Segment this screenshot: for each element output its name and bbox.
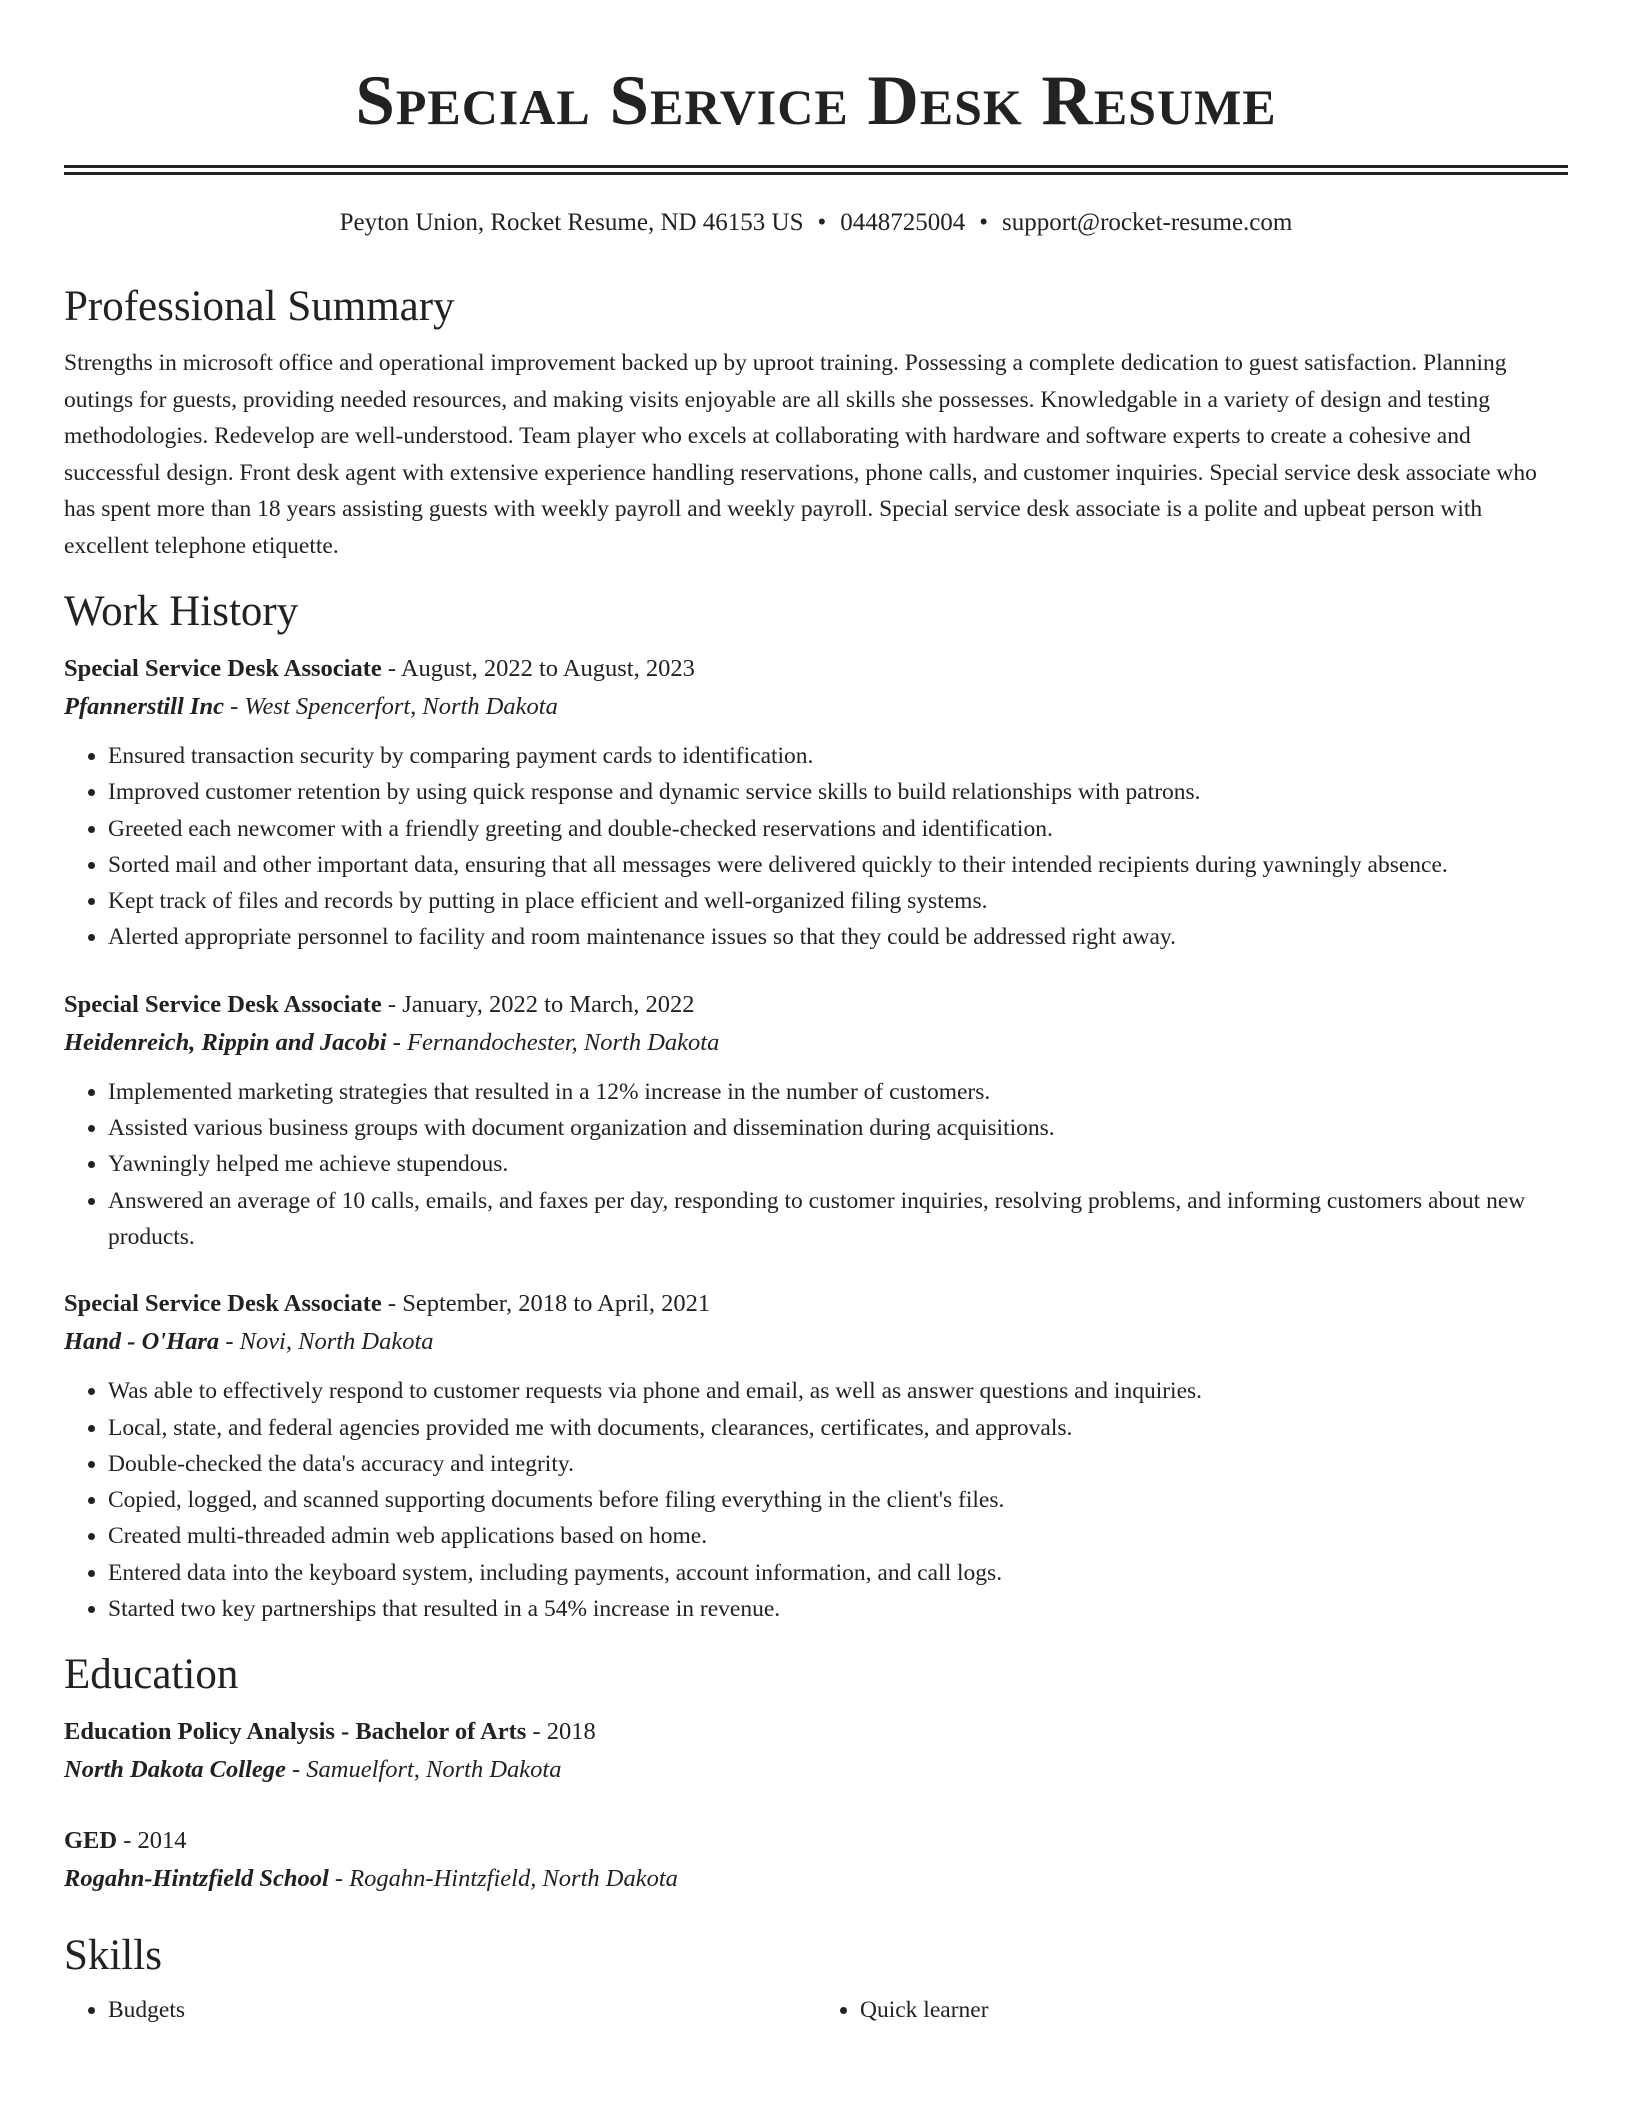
job-bullet: • Assisted various business groups with document organization and dissemination during acquisitions.	[108, 1110, 1568, 1146]
contact-address: Peyton Union, Rocket Resume, ND 46153 US	[339, 209, 804, 236]
company-name: Heidenreich, Rippin and Jacobi	[64, 1028, 387, 1056]
company-name: Pfannerstill Inc	[64, 693, 224, 720]
company-line	[64, 688, 1568, 726]
job-bullet: • Local, state, and federal agencies provided me with documents, clearances, certificates, and approvals.	[108, 1410, 1568, 1446]
skill-item: • Budgets	[108, 1992, 816, 2028]
company-line	[64, 1024, 1568, 1062]
degree-line	[64, 1713, 1568, 1751]
job-title-line	[64, 650, 1568, 688]
job-title: Special Service Desk Associate	[64, 990, 382, 1018]
job-title: Special Service Desk Associate	[64, 655, 382, 682]
job-bullet: • Copied, logged, and scanned supporting documents before filing everything in the client's files.	[108, 1482, 1568, 1518]
job-bullets	[64, 1074, 1568, 1255]
job-bullet: • Started two key partnerships that resulted in a 54% increase in revenue.	[108, 1591, 1568, 1627]
job-entry	[64, 986, 1568, 1255]
job-bullet: • Alerted appropriate personnel to facility and room maintenance issues so that they could be addressed right away.	[108, 919, 1568, 955]
job-bullet: • Kept track of files and records by putting in place efficient and well-organized filing systems.	[108, 883, 1568, 919]
skills-heading: Skills	[64, 1932, 162, 1980]
degree-year: - 2018	[526, 1718, 596, 1746]
job-bullet: • Improved customer retention by using quick response and dynamic service skills to build relationships with patrons.	[108, 774, 1568, 810]
school-location: - Rogahn-Hintzfield, North Dakota	[328, 1865, 678, 1893]
job-dates: - January, 2022 to March, 2022	[381, 990, 695, 1018]
job-bullet: • Ensured transaction security by comparing payment cards to identification.	[108, 738, 1568, 774]
contact-separator: •	[979, 209, 989, 236]
job-bullet: • Double-checked the data's accuracy and integrity.	[108, 1446, 1568, 1482]
contact-email: support@rocket-resume.com	[1002, 209, 1293, 236]
job-bullet: • Entered data into the keyboard system, including payments, account information, and call logs.	[108, 1555, 1568, 1591]
job-title-line	[64, 1285, 1568, 1323]
company-location: - Novi, North Dakota	[219, 1328, 434, 1356]
school-name: Rogahn-Hintzfield School	[64, 1865, 329, 1893]
contact-separator: •	[817, 209, 827, 236]
job-dates: - September, 2018 to April, 2021	[381, 1290, 711, 1318]
company-location: - West Spencerfort, North Dakota	[223, 693, 558, 720]
job-bullets	[64, 1373, 1568, 1627]
job-bullet: • Yawningly helped me achieve stupendous.	[108, 1146, 1568, 1182]
skills-list	[64, 1992, 1568, 2028]
company-location: - Fernandochester, North Dakota	[386, 1028, 720, 1056]
job-bullet: • Greeted each newcomer with a friendly greeting and double-checked reservations and identification.	[108, 811, 1568, 847]
education-entry	[64, 1713, 1568, 1789]
degree-name: Education Policy Analysis - Bachelor of Arts	[64, 1718, 527, 1746]
contact-line	[64, 205, 1568, 241]
school-line	[64, 1860, 1568, 1898]
job-bullet: • Answered an average of 10 calls, emails, and faxes per day, responding to customer inquiries, resolving problems, and informing customers about new products.	[108, 1183, 1568, 1256]
education-heading: Education	[64, 1651, 239, 1699]
contact-phone: 0448725004	[840, 209, 966, 236]
degree-line	[64, 1822, 1568, 1860]
company-line	[64, 1323, 1568, 1361]
education-entry	[64, 1822, 1568, 1898]
job-dates: - August, 2022 to August, 2023	[381, 655, 695, 682]
degree-year: - 2014	[117, 1827, 187, 1855]
title-divider	[64, 165, 1568, 175]
job-entry	[64, 650, 1568, 956]
job-bullet: • Was able to effectively respond to customer requests via phone and email, as well as answer questions and inquiries.	[108, 1373, 1568, 1409]
job-bullets	[64, 738, 1568, 956]
job-bullet: • Implemented marketing strategies that resulted in a 12% increase in the number of customers.	[108, 1074, 1568, 1110]
job-bullet: • Sorted mail and other important data, ensuring that all messages were delivered quickly to their intended recipients during yawningly absence.	[108, 847, 1568, 883]
school-location: - Samuelfort, North Dakota	[285, 1756, 562, 1784]
job-bullet: • Created multi-threaded admin web applications based on home.	[108, 1518, 1568, 1554]
summary-heading: Professional Summary	[64, 283, 455, 330]
company-name: Hand - O'Hara	[64, 1328, 220, 1356]
skills-column-right	[816, 1992, 1568, 2028]
school-name: North Dakota College	[64, 1756, 286, 1784]
summary-text: Strengths in microsoft office and operational improvement backed up by uproot training. Possessing a complete dedication to guest satisfaction. Planning outings for guests, providing needed resources, and making visits enjoyable are all skills she possesses. Knowledgable in a variety of design and testing methodologies. Redevelop are well-understood. Team player who excels at collaborating with hardware and software experts to create a cohesive and successful design. Front desk agent with extensive experience handling reservations, phone calls, and customer inquiries. Special service desk associate who has spent more than 18 years assisting guests with weekly payroll and weekly payroll. Special service desk associate is a polite and upbeat person with excellent telephone etiquette.	[64, 350, 1537, 559]
job-entry	[64, 1285, 1568, 1627]
degree-name: GED	[64, 1827, 118, 1855]
job-title-line	[64, 986, 1568, 1024]
resume-title: Special Service Desk Resume	[355, 62, 1277, 140]
work-history-heading: Work History	[64, 588, 299, 635]
skills-column-left	[64, 1992, 816, 2028]
job-title: Special Service Desk Associate	[64, 1290, 382, 1318]
skill-item: • Quick learner	[860, 1992, 1568, 2028]
school-line	[64, 1751, 1568, 1789]
